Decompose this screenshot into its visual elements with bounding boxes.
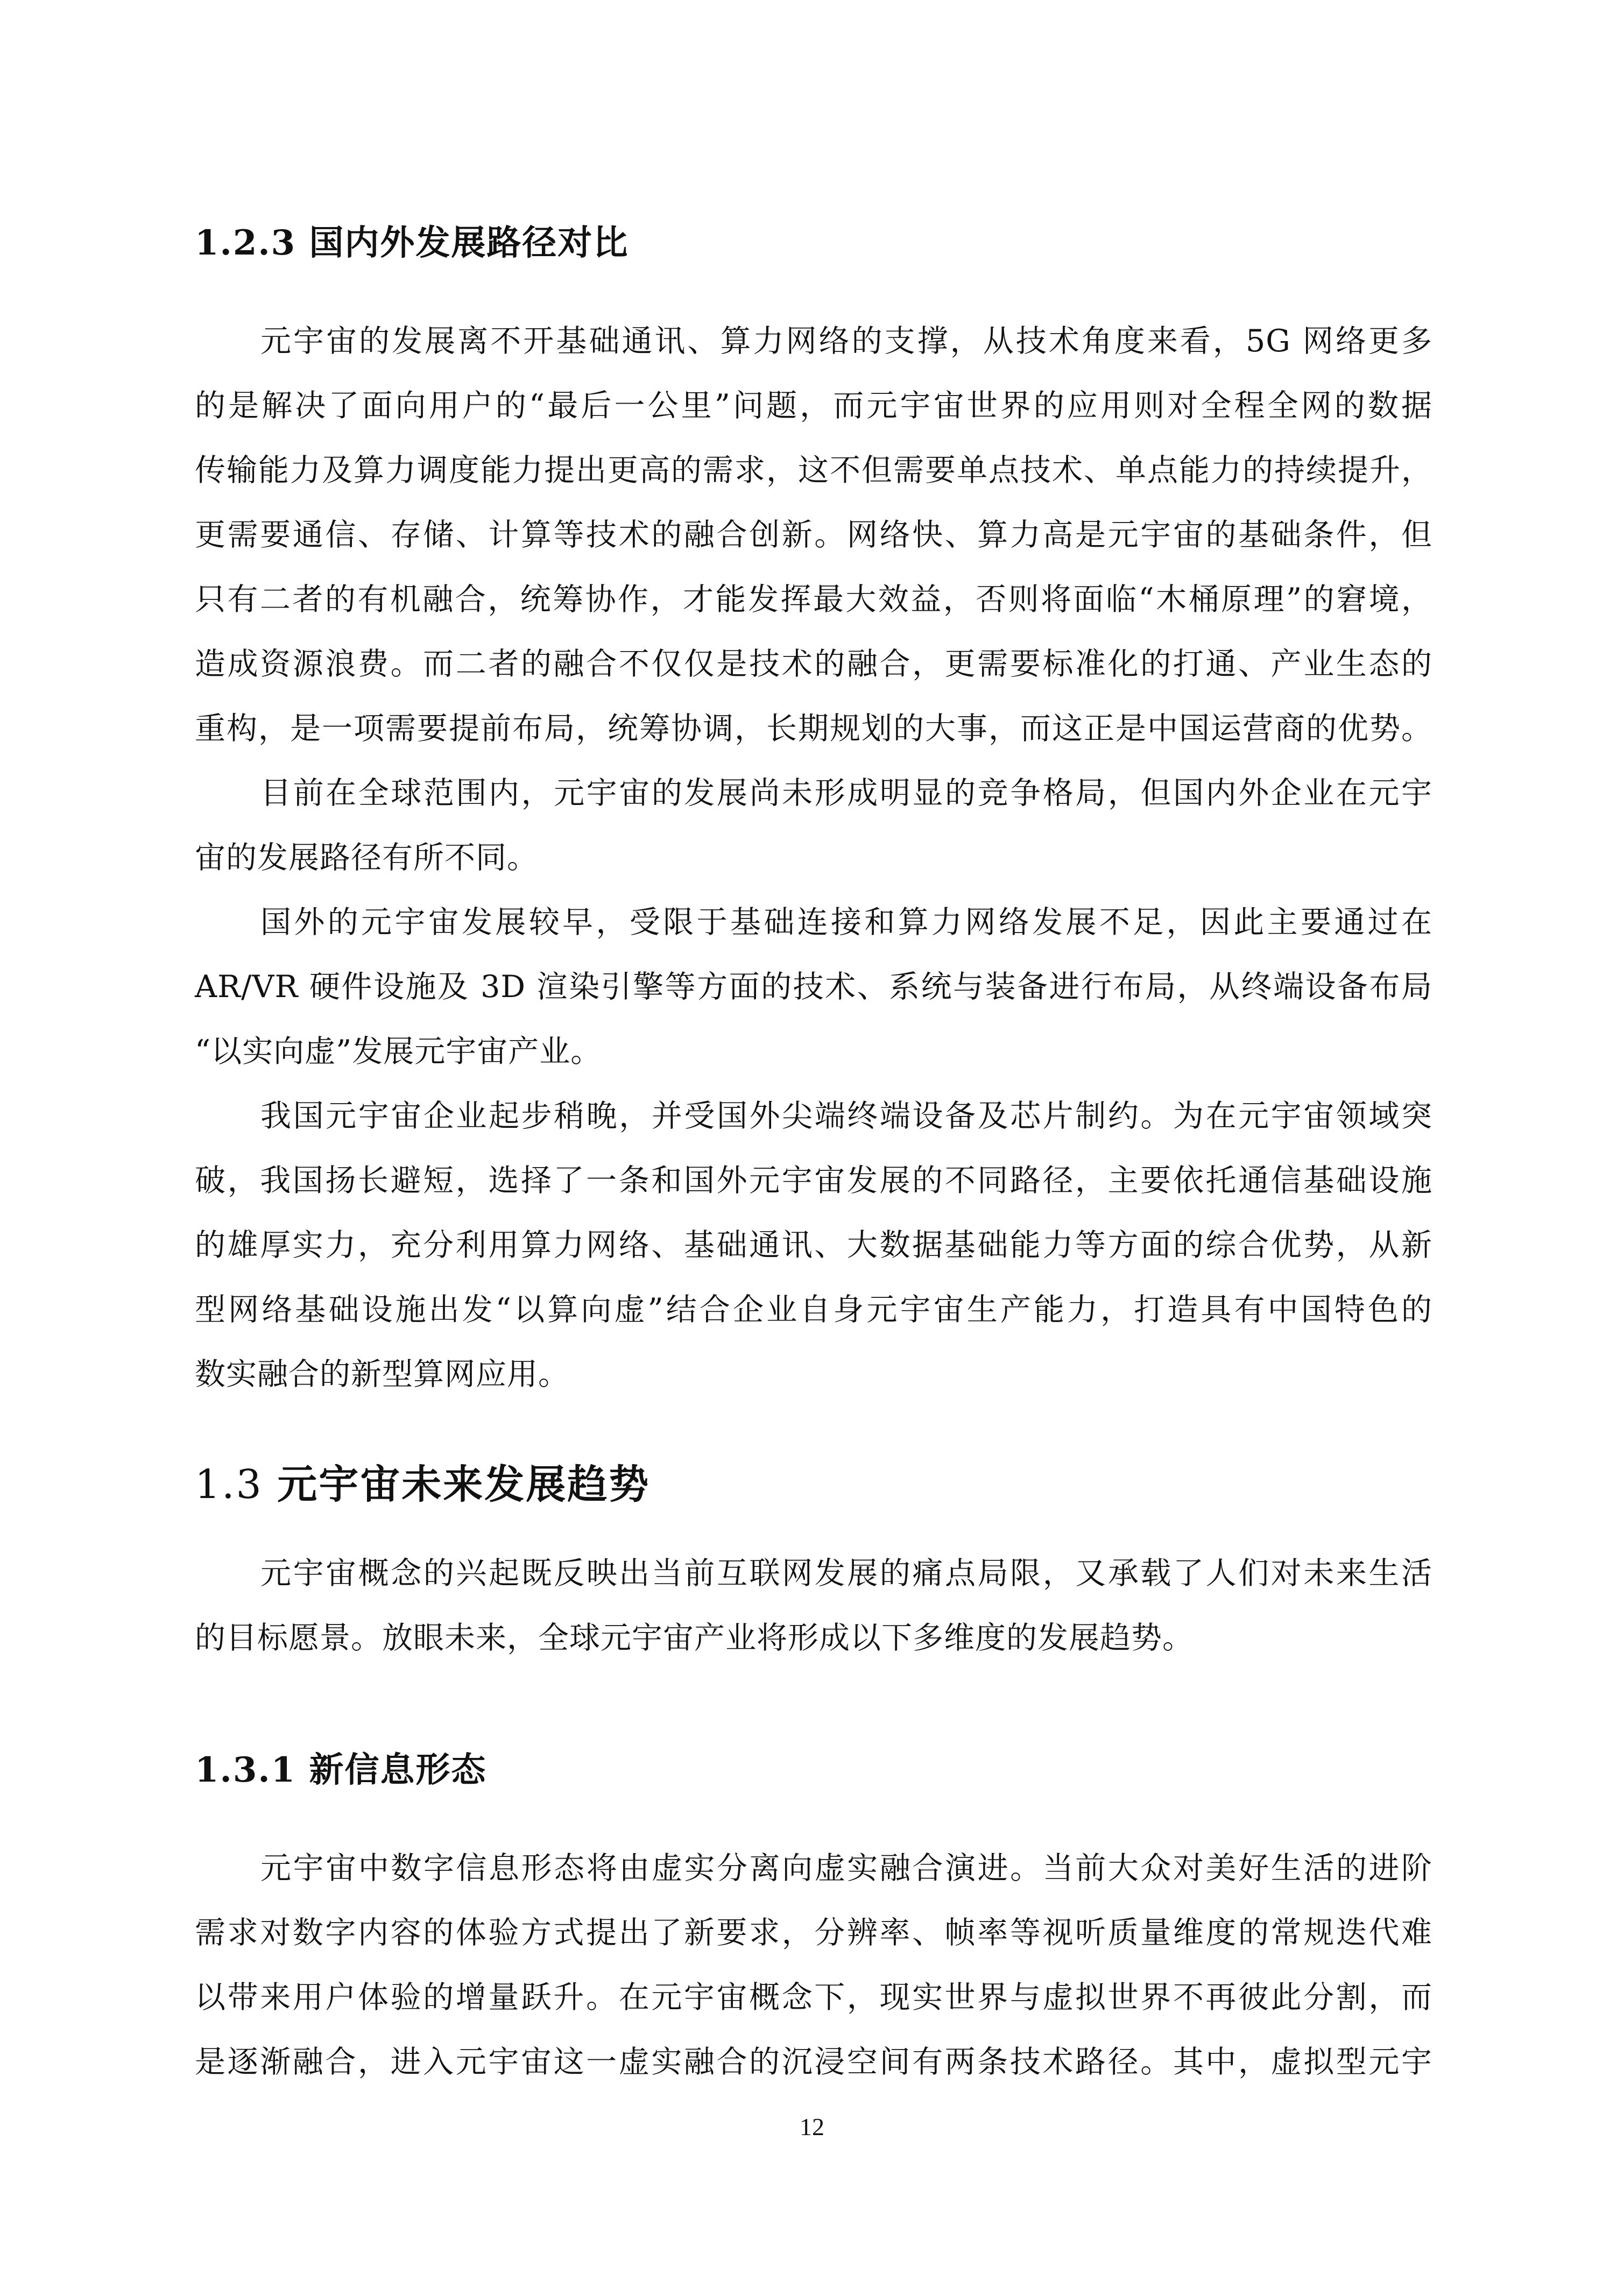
text-line: 目前在全球范围内，元宇宙的发展尚未形成明显的竞争格局，但国内外企业在元宇 xyxy=(260,775,1432,811)
text-line: AR/VR 硬件设施及 3D 渲染引擎等方面的技术、系统与装备进行布局，从终端设备布局 xyxy=(195,969,1432,1005)
paragraph-new-information-form xyxy=(195,1846,1432,2104)
text-line: 数实融合的新型算网应用。 xyxy=(195,1357,569,1392)
text-line: 更需要通信、存储、计算等技术的融合创新。网络快、算力高是元宇宙的基础条件，但 xyxy=(195,517,1432,553)
section-number: 1.3 xyxy=(195,1461,263,1508)
section-title: 元宇宙未来发展趋势 xyxy=(277,1461,651,1508)
paragraph-future-trends xyxy=(195,1551,1432,1680)
text-line: 的目标愿景。放眼未来，全球元宇宙产业将形成以下多维度的发展趋势。 xyxy=(195,1620,1194,1656)
page-number: 12 xyxy=(800,2113,824,2140)
paragraph-domestic-path xyxy=(195,1093,1432,1416)
text-line: 元宇宙的发展离不开基础通讯、算力网络的支撑，从技术角度来看，5G 网络更多 xyxy=(260,323,1432,359)
section-heading-1-2-3: 1.2.3 国内外发展路径对比 xyxy=(195,223,629,263)
text-line: 是逐渐融合，进入元宇宙这一虚实融合的沉浸空间有两条技术路径。其中，虚拟型元宇 xyxy=(195,2044,1432,2080)
text-line: 元宇宙概念的兴起既反映出当前互联网发展的痛点局限，又承载了人们对未来生活 xyxy=(260,1556,1432,1591)
text-line: “以实向虚”发展元宇宙产业。 xyxy=(195,1034,602,1069)
text-line: 需求对数字内容的体验方式提出了新要求，分辨率、帧率等视听质量维度的常规迭代难 xyxy=(195,1915,1432,1951)
text-line: 我国元宇宙企业起步稍晚，并受国外尖端终端设备及芯片制约。为在元宇宙领域突 xyxy=(260,1098,1432,1134)
text-line: 的雄厚实力，充分利用算力网络、基础通讯、大数据基础能力等方面的综合优势，从新 xyxy=(195,1227,1432,1263)
text-line: 破，我国扬长避短，选择了一条和国外元宇宙发展的不同路径，主要依托通信基础设施 xyxy=(195,1163,1432,1198)
text-line: 元宇宙中数字信息形态将由虚实分离向虚实融合演进。当前大众对美好生活的进阶 xyxy=(260,1850,1432,1886)
paragraph-connectivity xyxy=(195,319,1432,771)
text-line: 的是解决了面向用户的“最后一公里”问题，而元宇宙世界的应用则对全程全网的数据 xyxy=(195,388,1432,423)
paragraph-foreign-path xyxy=(195,900,1432,1093)
text-line: 造成资源浪费。而二者的融合不仅仅是技术的融合，更需要标准化的打通、产业生态的 xyxy=(195,646,1432,682)
paragraph-global-landscape xyxy=(195,771,1432,900)
section-heading-1-3 xyxy=(195,1453,650,1510)
text-line: 以带来用户体验的增量跃升。在元宇宙概念下，现实世界与虚拟世界不再彼此分割，而 xyxy=(195,1980,1432,2015)
text-line: 宙的发展路径有所不同。 xyxy=(195,840,538,875)
section-heading-1-3-1: 1.3.1 新信息形态 xyxy=(195,1750,487,1790)
text-line: 重构，是一项需要提前布局，统筹协调，长期规划的大事，而这正是中国运营商的优势。 xyxy=(195,711,1432,746)
text-line: 传输能力及算力调度能力提出更高的需求，这不但需要单点技术、单点能力的持续提升， xyxy=(195,453,1432,488)
text-line: 型网络基础设施出发“以算向虚”结合企业自身元宇宙生产能力，打造具有中国特色的 xyxy=(195,1292,1432,1327)
text-line: 国外的元宇宙发展较早，受限于基础连接和算力网络发展不足，因此主要通过在 xyxy=(260,905,1432,940)
text-line: 只有二者的有机融合，统筹协作，才能发挥最大效益，否则将面临“木桶原理”的窘境， xyxy=(195,582,1432,617)
